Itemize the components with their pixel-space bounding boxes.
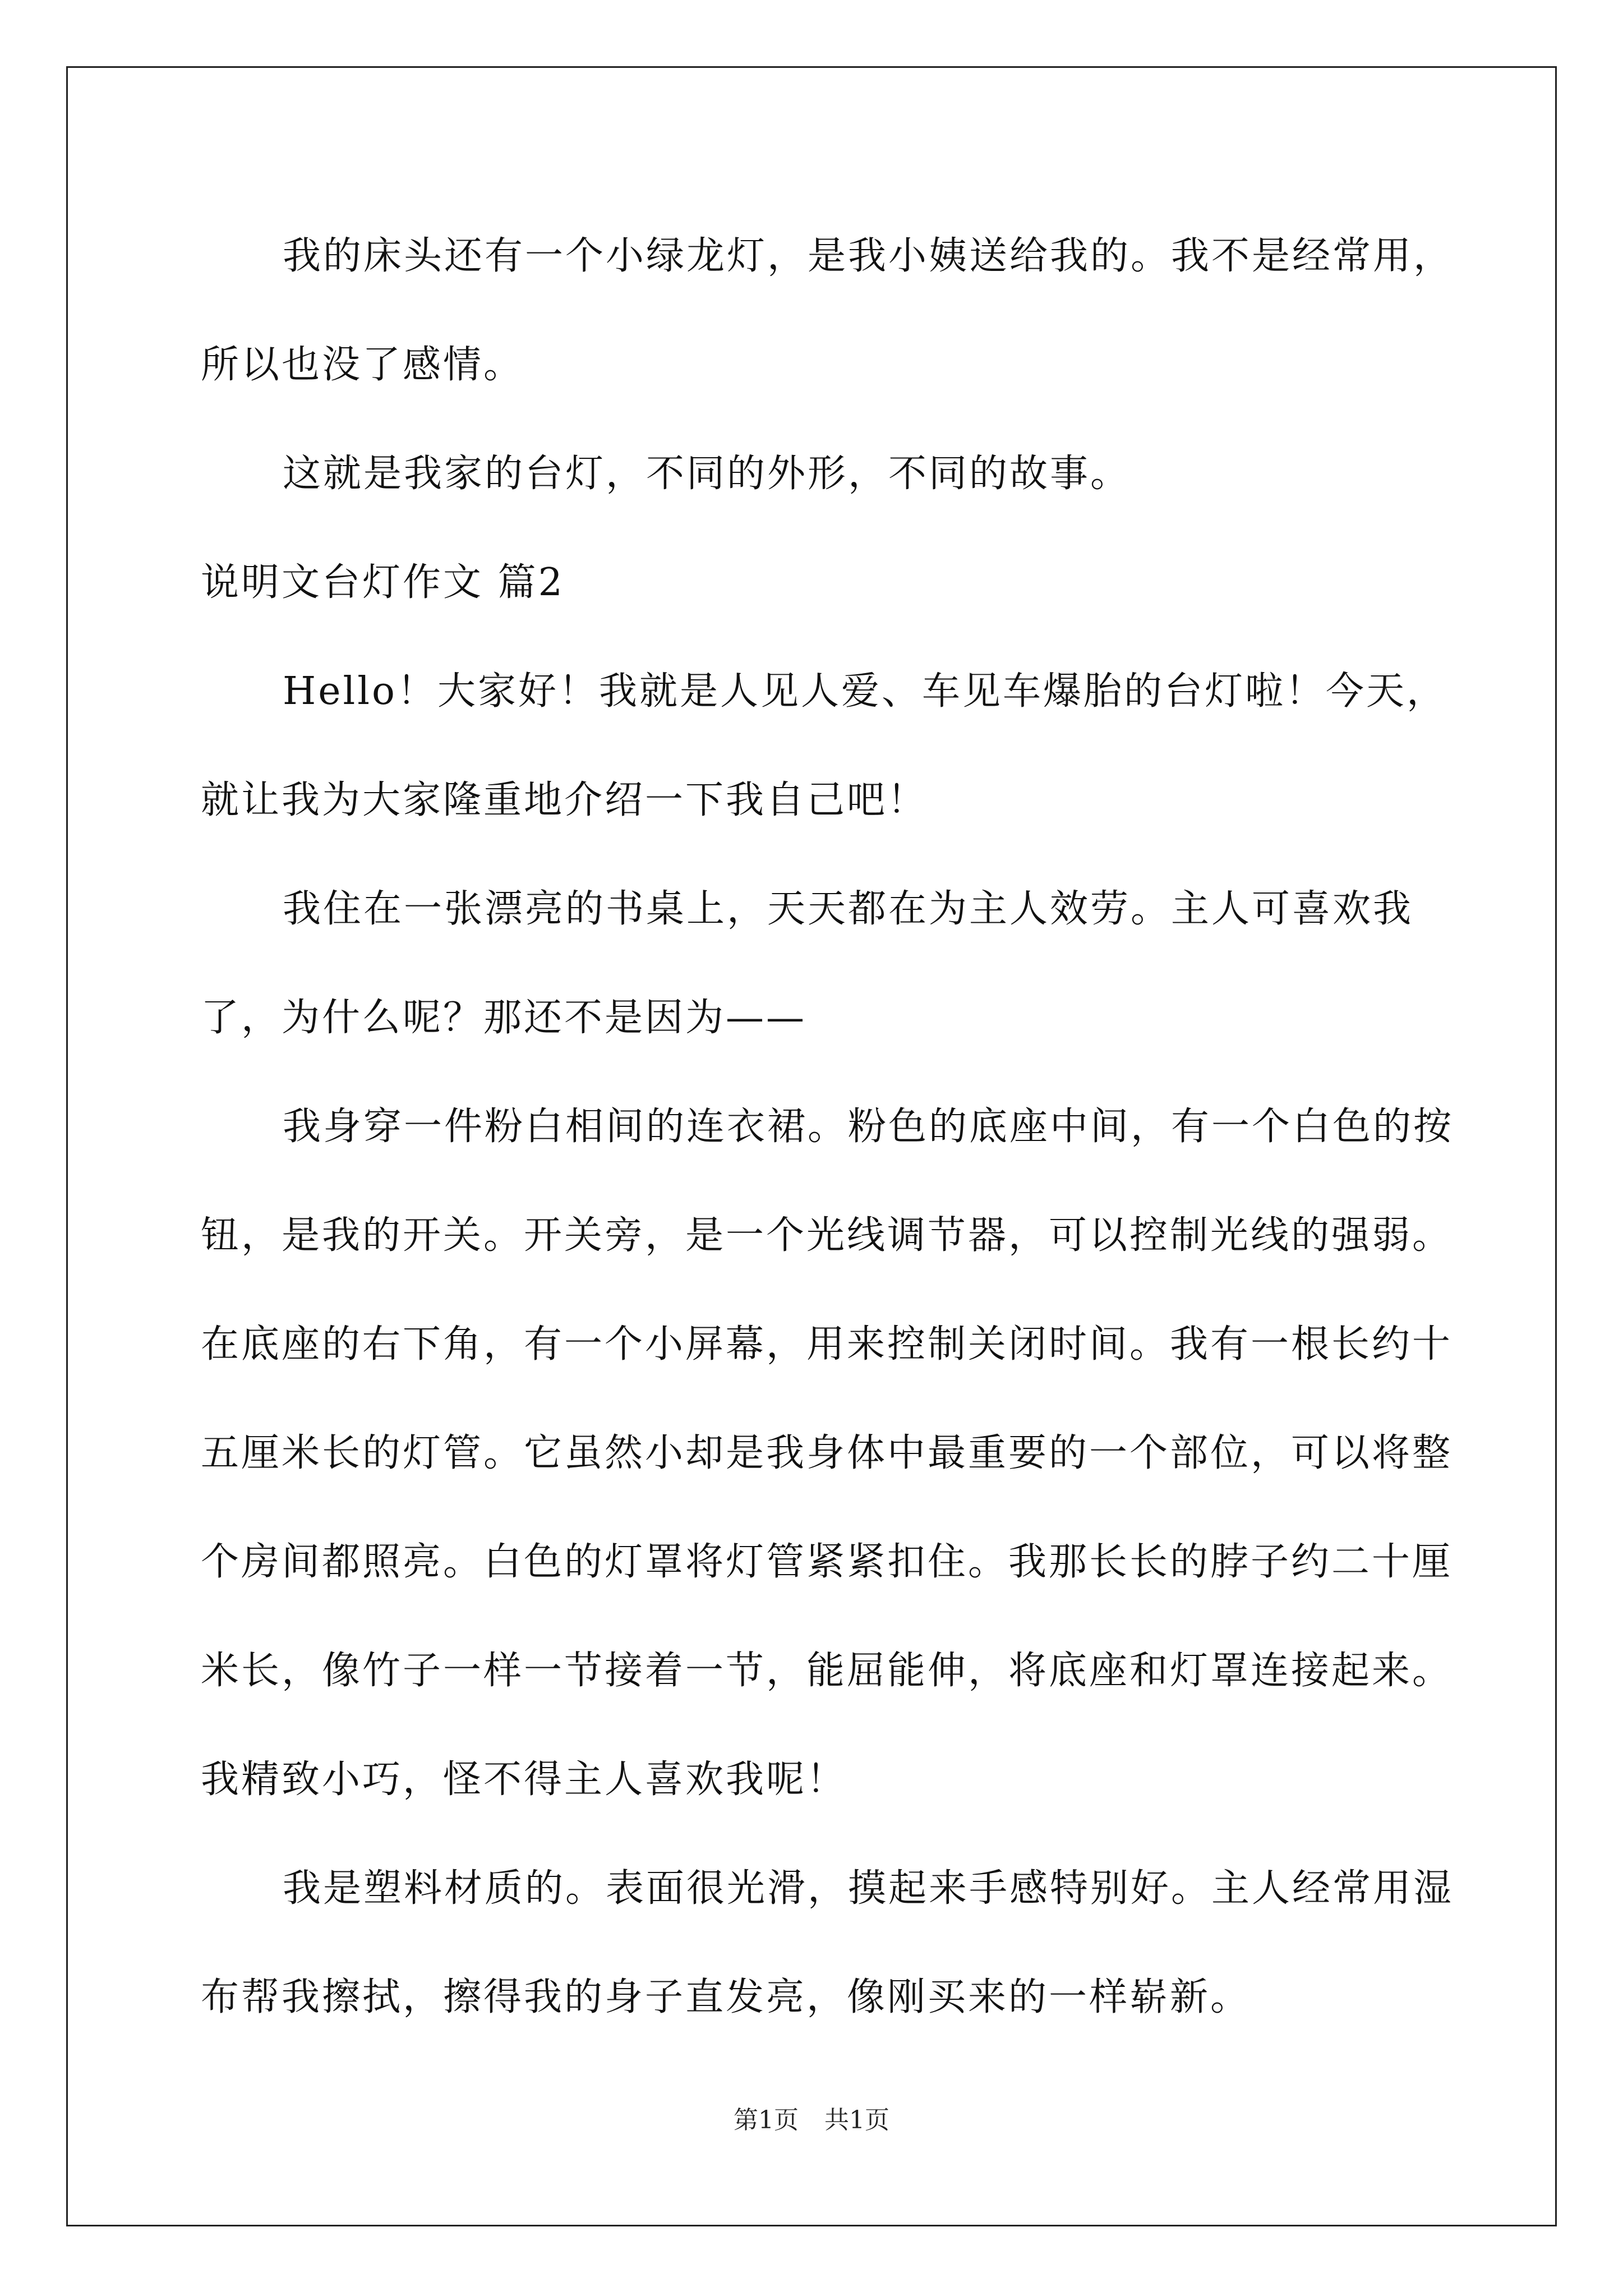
page-total: 共1页 (824, 2106, 889, 2134)
page-footer (0, 2105, 1623, 2136)
document-body (201, 202, 1474, 2052)
paragraph: 我的床头还有一个小绿龙灯，是我小姨送给我的。我不是经常用，所以也没了感情。 (201, 234, 1454, 387)
paragraph: Hello！大家好！我就是人见人爱、车见车爆胎的台灯啦！今天，就让我为大家隆重地介绍一下我自己吧！ (201, 669, 1447, 822)
section-heading: 说明文台灯作文 篇2 (201, 560, 565, 605)
paragraph: 我身穿一件粉白相间的连衣裙。粉色的底座中间，有一个白色的按钮，是我的开关。开关旁，是一个光线调节器，可以控制光线的强弱。在底座的右下角，有一个小屏幕，用来控制关闭时间。我有一根长约十五厘米长的灯管。它虽然小却是我身体中最重要的一个部位，可以将整个房间都照亮。白色的灯罩将灯管紧紧扣住。我那长长的脖子约二十厘米长，像竹子一样一节接着一节，能屈能伸，将底座和灯罩连接起来。我精致小巧，怪不得主人喜欢我呢！ (201, 1105, 1454, 1802)
paragraph: 我住在一张漂亮的书桌上，天天都在为主人效劳。主人可喜欢我了，为什么呢？那还不是因为—— (201, 887, 1414, 1040)
paragraph: 我是塑料材质的。表面很光滑，摸起来手感特别好。主人经常用湿布帮我擦拭，擦得我的身子直发亮，像刚买来的一样崭新。 (201, 1866, 1454, 2019)
paragraph: 这就是我家的台灯，不同的外形，不同的故事。 (283, 452, 1131, 496)
page-number: 第1页 (734, 2106, 799, 2134)
